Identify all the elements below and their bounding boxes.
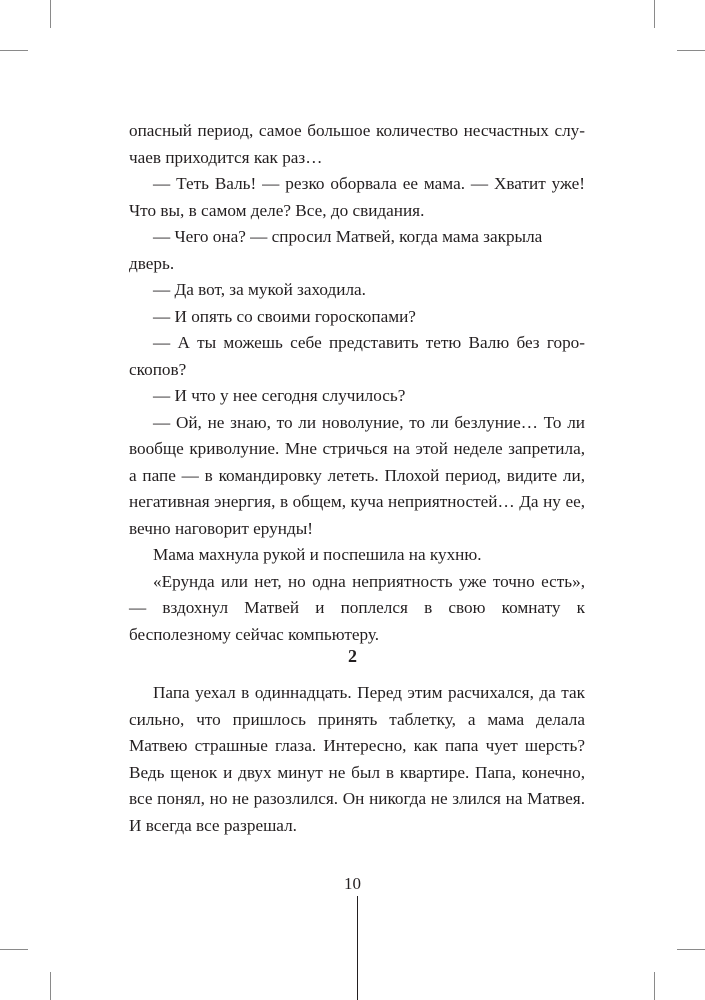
- crop-mark-top-left: [50, 0, 51, 28]
- page-number-rule: [357, 896, 358, 1000]
- crop-mark-bottom-left: [50, 972, 51, 1000]
- crop-mark-left-top: [0, 50, 28, 51]
- crop-mark-bottom-right: [654, 972, 655, 1000]
- crop-mark-top-right: [654, 0, 655, 28]
- paragraph: — Чего она? — спросил Матвей, когда мама закрыла дверь.: [129, 227, 543, 273]
- crop-mark-left-bottom: [0, 949, 28, 950]
- page-number: 10: [344, 874, 361, 893]
- paragraph: — Теть Валь! — резко оборвала ее мама. — Хватит уже! Что вы, в самом деле? Все, до свидания.: [129, 174, 585, 220]
- paragraph: опасный период, самое большое количество несчастных случаев приходится как раз…: [129, 121, 585, 167]
- crop-mark-right-bottom: [677, 949, 705, 950]
- body-text-bottom: [129, 680, 585, 839]
- body-text-top: [129, 118, 585, 648]
- paragraph: Папа уехал в одиннадцать. Перед этим расчихался, да так сильно, что пришлось принять таблетку, а мама делала Матвею страшные глаза. Интересно, как папа чует шерсть? Ведь щенок и двух минут не был в квартире. Папа, конечно, все понял, но не разозлился. Он никогда не злился на Матвея. И всегда все разрешал.: [129, 683, 585, 835]
- paragraph: — Ой, не знаю, то ли новолуние, то ли безлуние… То ли вообще криволуние. Мне стричься на этой неделе запретила, а папе — в командировку лететь. Плохой период, видите ли, негативная энергия, в общем, куча неприятностей… Да ну ее, вечно наговорит ерунды!: [129, 412, 585, 538]
- crop-mark-right-top: [677, 50, 705, 51]
- paragraph: — А ты можешь себе представить тетю Валю без гороскопов?: [129, 333, 585, 379]
- paragraph: — И что у нее сегодня случилось?: [153, 386, 406, 405]
- paragraph: — Да вот, за мукой заходила.: [153, 280, 366, 299]
- paragraph: Мама махнула рукой и поспешила на кухню.: [153, 545, 482, 564]
- paragraph: «Ерунда или нет, но одна неприятность уже точно есть», — вздохнул Матвей и поплелся в свою комнату к бесполезному сейчас компьютеру.: [129, 571, 585, 644]
- paragraph: — И опять со своими гороскопами?: [153, 306, 416, 326]
- chapter-number: 2: [348, 646, 357, 666]
